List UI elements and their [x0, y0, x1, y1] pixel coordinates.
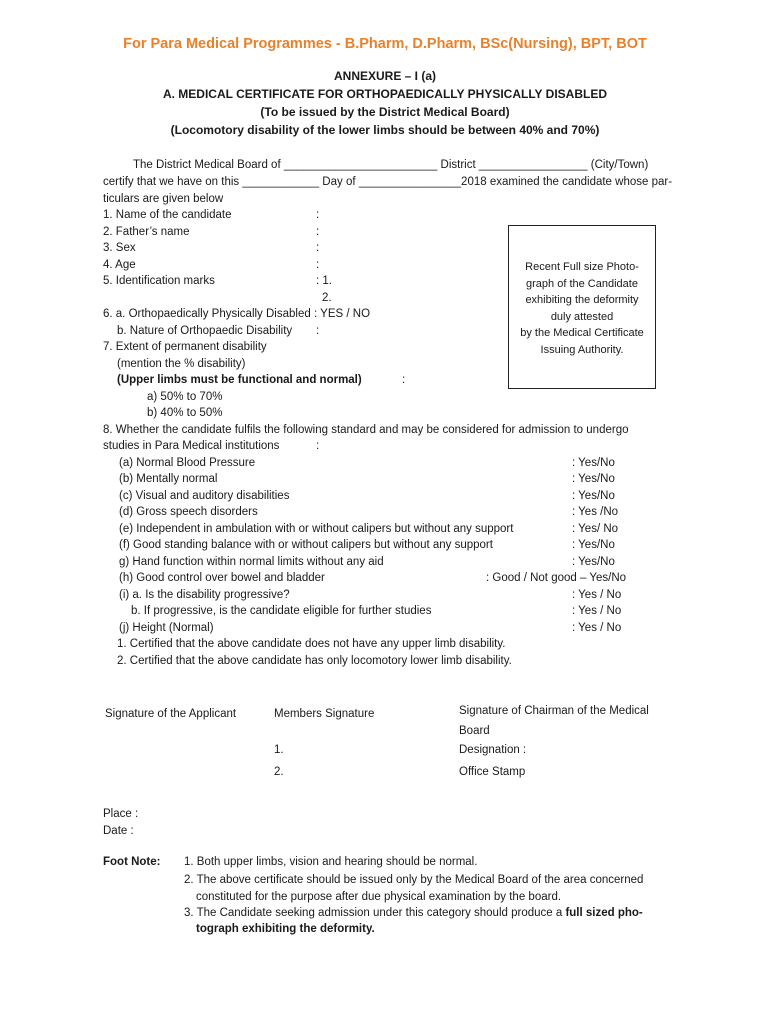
standard-value: : Yes/No: [572, 473, 615, 485]
standard-value: : Yes/No: [572, 490, 615, 502]
standard-label: (h) Good control over bowel and bladder: [119, 572, 325, 584]
field-extent-note: (mention the % disability): [117, 358, 246, 370]
standard-label: (a) Normal Blood Pressure: [119, 457, 256, 469]
chairman-signature-line-1: Signature of Chairman of the Medical: [459, 705, 649, 717]
photo-text-line: graph of the Candidate: [526, 277, 638, 290]
standard-value: : Yes/No: [572, 539, 615, 551]
standard-label: (b) Mentally normal: [119, 473, 218, 485]
footnote-label: Foot Note:: [103, 856, 161, 868]
photo-text-line: by the Medical Certificate: [520, 327, 644, 339]
standard-value: : Yes/ No: [572, 523, 619, 535]
standard-label: g) Hand function within normal limits without any aid: [119, 556, 384, 568]
office-stamp: Office Stamp: [459, 766, 526, 778]
footnote-2b: constituted for the purpose after due physical examination by the board.: [196, 891, 562, 903]
footnote-1: 1. Both upper limbs, vision and hearing should be normal.: [184, 856, 478, 868]
field-sex-colon: :: [316, 242, 320, 254]
photo-text-line: Issuing Authority.: [540, 343, 624, 356]
date-label: Date :: [103, 825, 134, 837]
footnote-3a: [184, 906, 643, 920]
standard-label: (f) Good standing balance with or without calipers but without any support: [119, 539, 493, 551]
photo-text-line: exhibiting the deformity: [525, 294, 639, 306]
field-name-colon: :: [316, 209, 320, 221]
field-ortho-b-label: b. Nature of Orthopaedic Disability: [117, 325, 293, 337]
certification-1: 1. Certified that the above candidate does not have any upper limb disability.: [117, 638, 506, 650]
standard-value: : Yes /No: [572, 506, 619, 518]
member-2: 2.: [274, 766, 284, 778]
footnote-3b: tograph exhibiting the deformity.: [196, 923, 375, 935]
standard-value: : Yes/No: [572, 556, 615, 568]
certificate-subtitle: (To be issued by the District Medical Board): [260, 105, 510, 119]
photo-placeholder-box: [508, 225, 656, 389]
annexure-heading: ANNEXURE – I (a): [333, 69, 437, 83]
standards-intro-1: 8. Whether the candidate fulfils the following standard and may be considered for admission to undergo: [103, 424, 629, 436]
standard-label: (j) Height (Normal): [119, 622, 214, 634]
standard-value: : Yes / No: [572, 605, 622, 617]
footnote-3a-bold: full sized pho-: [565, 907, 643, 919]
field-father-label: 2. Father’s name: [103, 226, 190, 238]
field-age-colon: :: [316, 259, 320, 271]
footnote-2a: 2. The above certificate should be issued only by the Medical Board of the area concerned: [184, 874, 644, 886]
range-a: a) 50% to 70%: [147, 391, 223, 403]
intro-line-3: ticulars are given below: [103, 193, 224, 205]
intro-line-2: certify that we have on this ____________ Day of ________________2018 examined the candidate whose par-: [103, 176, 673, 188]
field-ortho-a-label: 6. a. Orthopaedically Physically Disabled: [103, 308, 311, 320]
upper-limbs-note: (Upper limbs must be functional and normal): [117, 374, 362, 386]
upper-limbs-colon: :: [402, 374, 406, 386]
programmes-heading: For Para Medical Programmes - B.Pharm, D.Pharm, BSc(Nursing), BPT, BOT: [123, 36, 647, 52]
certificate-title: A. MEDICAL CERTIFICATE FOR ORTHOPAEDICALLY PHYSICALLY DISABLED: [162, 87, 608, 101]
standard-value: : Yes / No: [572, 622, 622, 634]
standard-label: (i) a. Is the disability progressive?: [119, 589, 290, 601]
photo-text-line: duly attested: [550, 310, 614, 323]
photo-text-line: Recent Full size Photo-: [525, 261, 639, 273]
standard-label: (c) Visual and auditory disabilities: [119, 490, 290, 502]
members-signature: Members Signature: [274, 708, 375, 720]
standards-intro-colon: :: [316, 440, 320, 452]
standard-value: : Yes/No: [572, 457, 615, 469]
applicant-signature: Signature of the Applicant: [105, 708, 237, 720]
certification-2: 2. Certified that the above candidate has only locomotory lower limb disability.: [117, 655, 512, 667]
chairman-signature-line-2: Board: [459, 725, 490, 737]
field-ortho-a-value: : YES / NO: [314, 308, 371, 320]
field-marks-label: 5. Identification marks: [103, 275, 215, 287]
field-father-colon: :: [316, 226, 320, 238]
intro-line-1: The District Medical Board of ________________________ District _________________ (City/Town): [133, 159, 649, 171]
standard-value: : Good / Not good – Yes/No: [486, 572, 627, 584]
standards-intro-2: studies in Para Medical institutions: [103, 440, 280, 452]
standard-label: b. If progressive, is the candidate eligible for further studies: [131, 605, 432, 617]
field-marks-2: 2.: [322, 292, 332, 304]
designation: Designation :: [459, 744, 527, 756]
standard-value: : Yes / No: [572, 589, 622, 601]
member-1: 1.: [274, 744, 284, 756]
field-age-label: 4. Age: [103, 259, 136, 271]
disability-condition: (Locomotory disability of the lower limbs should be between 40% and 70%): [170, 123, 600, 137]
field-marks-1: : 1.: [316, 275, 332, 287]
range-b: b) 40% to 50%: [147, 407, 223, 419]
footnote-3a-text: 3. The Candidate seeking admission under this category should produce a: [184, 907, 566, 919]
standard-label: (d) Gross speech disorders: [119, 506, 258, 518]
place-label: Place :: [103, 808, 139, 820]
field-name-label: 1. Name of the candidate: [103, 209, 232, 221]
standard-label: (e) Independent in ambulation with or without calipers but without any support: [119, 523, 514, 535]
field-sex-label: 3. Sex: [103, 242, 136, 254]
field-extent-label: 7. Extent of permanent disability: [103, 341, 267, 353]
field-ortho-b-colon: :: [316, 325, 320, 337]
